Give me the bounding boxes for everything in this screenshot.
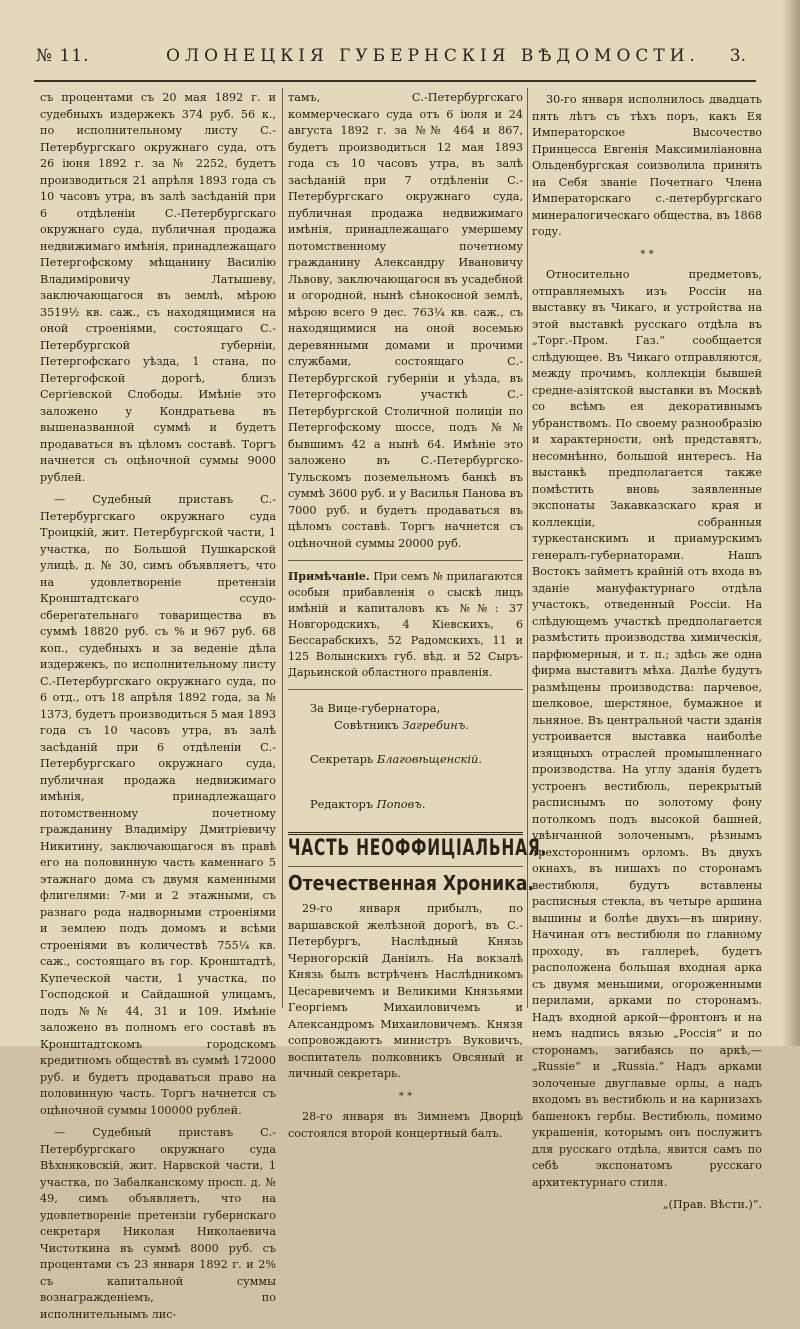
page-number: 3. [729,46,746,66]
separator-stars: * * [640,248,654,260]
article-paragraph: — Судебный приставъ С.-Петербургскаго окружнаго суда Троицкій, жит. Петербургской части, 1 участка, по Большой Пушкарской улицѣ, д. № 30, симъ объявляетъ, что на удовлетвореніе претензіи Кронштадтскаго ссудо-сберегательнаго товарищества въ суммѣ 18820 руб. съ % и 967 руб. 68 коп., судебныхъ и за веденіе дѣла издержекъ, по исполнительному листу С.-Петербургскаго окружнаго суда, по 6 отд., отъ 18 апрѣля 1892 года, за № 1373, будетъ производиться 5 мая 1893 года съ 10 часовъ утра, въ залѣ засѣданій при 6 отдѣленіи С.-Петербургскаго окружнаго суда, публичная продажа недвижимаго имѣнія, принадлежащаго потомственному почетному гражданину Владиміру Дмитріевичу Никитину, заключающагося въ правѣ его на половинную часть каменнаго 5 этажнаго дома съ двумя каменными флигелями: 7-ми и 2 этажными, съ разнаго рода надворными строеніями и землею подъ домомъ и всѣми строеніями въ количествѣ 755¼ кв. саж., состоящаго въ гор. Кронштадтѣ, Купеческой части, 1 участка, по Господской и Сайдашной улицамъ, подъ №№ 44, 31 и 109. Имѣніе заложено въ полномъ его составѣ въ Кронштадтскомъ городскомъ кредитномъ обществѣ въ суммѣ 172000 руб. и будетъ продаваться право на половинную часть. Торгъ начнется съ оцѣночной суммы 100000 рублей. [40,493,276,1117]
note-label: Примѣчаніе. [288,570,370,583]
separator [288,689,523,690]
note [288,569,523,681]
signature-role: Секретарь [310,752,374,766]
signature-editor [310,796,523,813]
signature-role: Редакторъ [310,796,374,811]
news-paragraph: 28-го января въ Зимнемъ Дворцѣ состоялся второй концертный балъ. [288,1110,523,1140]
signature-name: Благовѣщенскій. [376,752,482,766]
column-3 [532,92,762,1214]
news-paragraph: 30-го января исполнилось двадцать пять лѣтъ съ тѣхъ поръ, какъ Ея Императорское Высочество Принцесса Евгенія Максимиліановна Ольденбургская соизволила принять на Себя званіе Почетнаго Члена Императорскаго с.-петербургскаго минералогическаго общества, въ 1868 году. [532,93,762,238]
issue-number: № 11. [36,46,90,66]
signature-secretary [310,751,523,768]
article-paragraph: съ процентами съ 20 мая 1892 г. и судебныхъ издержекъ 374 руб. 56 к., по исполнительному листу С.-Петербургскаго окружнаго суда, отъ 26 іюня 1892 г. за № 2252, будетъ производиться 21 апрѣля 1893 года съ 10 часовъ утра, въ залѣ засѣданій при 6 отдѣленіи С.-Петербургскаго окружнаго суда, публичная продажа недвижимаго имѣнія, принадлежащаго Петергофскому мѣщанину Василію Владиміровичу Латышеву, заключающагося въ землѣ, мѣрою 3519½ кв. саж., съ находящимися на оной строеніями, состоящаго С.-Петербургской губерніи, Петергофскаго уѣзда, 1 стана, по Петергофской дорогѣ, близъ Сергіевской Слободы. Имѣніе это заложено у Кондратьева въ вышеназванной суммѣ и будетъ продаваться въ цѣломъ составѣ. Торгъ начнется съ оцѣночной суммы 9000 рублей. [40,91,276,484]
separator [288,866,523,867]
article-paragraph: тамъ, С.-Петербургскаго коммерческаго суда отъ 6 іюля и 24 августа 1892 г. за №№ 464 и 867, будетъ производиться 12 мая 1893 года съ 10 часовъ утра, въ залѣ засѣданій при 7 отдѣленіи С.-Петербургскаго окружнаго суда, публичная продажа недвижимаго имѣнія, принадлежащаго умершему потомственному почетному гражданину Александру Ивановичу Львову, заключающагося въ усадебной и огородной, нынѣ сѣнокосной землѣ, мѣрою всего 9 дес. 763¼ кв. саж., съ находящимися на оной восемью деревянными домами и прочими службами, состоящаго С.-Петербургской губерніи и уѣзда, въ Петергофскомъ участкѣ С.-Петербургской Столичной полиціи по Петергофскому шоссе, подъ №№ бывшимъ 42 а нынѣ 64. Имѣніе это заложено въ С.-Петербургско-Тульскомъ поземельномъ банкѣ въ суммѣ 3600 руб. и у Василья Панова въ 7000 руб. и будетъ продаваться въ цѣломъ составѣ. Торгъ начнется съ оцѣночной суммы 20000 руб. [288,91,523,550]
newspaper-title: ОЛОНЕЦКІЯ ГУБЕРНСКІЯ ВѢДОМОСТИ. [166,46,700,66]
news-paragraph: 29-го января прибылъ, по варшавской желѣзной дорогѣ, въ С.-Петербургъ, Наслѣдный Князь Черногорскій Даніилъ. На вокзалѣ Князь былъ встрѣченъ Наслѣдникомъ Цесаревичемъ и Великими Князьями Георгіемъ Михаиловичемъ и Александромъ Михаиловичемъ. Князя сопровождаютъ министръ Вуковичъ, воспитатель полковникъ Овсяный и личный секретарь. [288,902,523,1080]
separator [288,560,523,561]
news-paragraph: Относительно предметовъ, отправляемыхъ изъ Россіи на выставку въ Чикаго, и устройства на этой выставкѣ русскаго отдѣла въ „Торг.-Пром. Газ.“ сообщается слѣдующее. Въ Чикаго отправляются, между прочимъ, коллекціи бывшей средне-азіятской выставки въ Москвѣ со всѣмъ ея декоративнымъ убранствомъ. По своему разнообразію и характерности, онѣ представятъ, несомнѣнно, большой интересъ. На выставкѣ предполагается также помѣстить вновь заявленные экспонаты Закавказскаго края и коллекціи, собранныя туркестанскимъ и приамурскимъ генералъ-губернаторами. Нашъ Востокъ займетъ крайній отъ входа въ зданіе мануфактурнаго отдѣла участокъ, отведенный Россіи. На слѣдующемъ участкѣ предполагается размѣстить производства химическія, парфюмерныя, и т. п.; здѣсь же одна фирма выставитъ мѣха. Далѣе будутъ размѣщены производства: парчевое, шелковое, шерстяное, бумажное и льняное. Въ центральной части зданія устроивается выставка наиболѣе изящныхъ отраслей промышленнаго производства. На углу зданія будетъ устроенъ вестибюль, перекрытый расписнымъ по золотому фону потолкомъ подъ высокой башней, увѣнчанной золоченымъ, рѣзнымъ трехстороннимъ орломъ. Въ двухъ окнахъ, въ нишахъ по сторонамъ вестибюля, будутъ вставлены расписныя стекла, въ четыре аршина вышины и болѣе двухъ—въ ширину. Начиная отъ вестибюля по главному проходу, въ галлереѣ, будетъ расположена большая входная арка съ двумя меньшими, огороженными перилами, арками по сторонамъ. Надъ входной аркой—фронтонъ и на немъ надпись вязью „Россія“ и по сторонамъ, загибаясь по аркѣ,—„Russie“ и „Russia.“ Надъ арками золоченые двуглавые орлы, а надъ входомъ въ вестибюль и на карнизахъ башенокъ гербы. Вестибюль, помимо украшенія, которымъ онъ послужитъ для русскаго отдѣла, явится самъ по себѣ экспонатомъ русскаго архитектурнаго стиля. [532,268,762,1189]
article-paragraph: — Судебный приставъ С.-Петербургскаго окружнаго суда Вѣхняковскій, жит. Нарвской части, 1 участка, по Забалканскому просп. д. № 49, симъ объявляетъ, что на удовлетвореніе претензіи губернскаго секретаря Николая Николаевича Чистоткина въ суммѣ 8000 руб. съ процентами съ 23 января 1892 г. и 2% съ капитальной суммы вознагражденіемъ, по исполнительнымъ лис- [40,1126,276,1321]
signature-title: За Вице-губернатора, [310,701,441,715]
separator-stars: * * [398,1090,413,1102]
section-title: ЧАСТЬ НЕОФФИЦІАЛЬНАЯ. [288,836,548,861]
signature-name: Загребинъ. [402,717,470,732]
column-divider [282,88,283,1008]
header-rule [34,80,756,82]
column-1 [40,90,276,1329]
signature-role: Совѣтникъ [334,717,399,732]
section-rule [288,832,523,835]
source-citation: „(Прав. Вѣстн.)“. [662,1198,762,1211]
signature-name: Поповъ. [376,796,426,811]
chronicle-heading: Отечественная Хроника. [288,870,535,895]
page-header [36,44,746,72]
signature-vice-governor [310,700,523,733]
column-2 [288,90,548,1148]
note-text: При семъ № прилагаются особыя прибавленія о сыскѣ лицъ имѣній и капиталовъ къ №№: 37 Новгородскихъ, 4 Кіевскихъ, 6 Бессарабскихъ, 52 Радомскихъ, 11 и 125 Волынскихъ губ. вѣд. и 52 Сыръ-Дарьинской областного правленія. [288,570,523,679]
